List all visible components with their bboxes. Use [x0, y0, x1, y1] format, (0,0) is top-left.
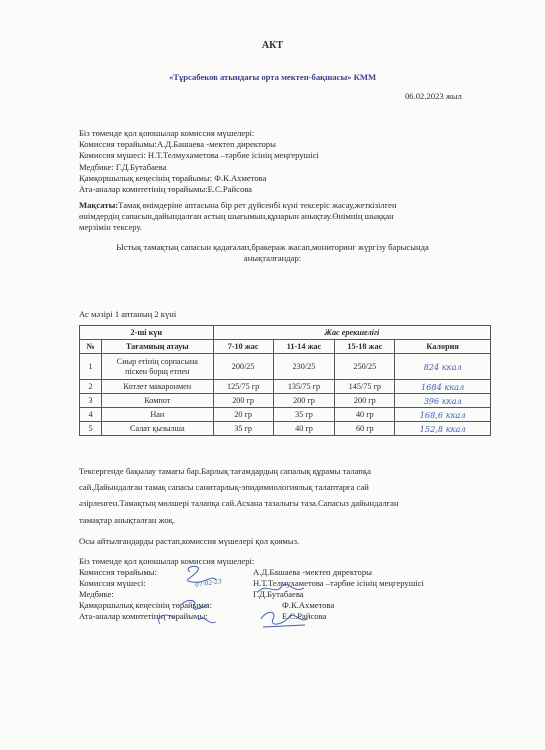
signature-name: Г.Д.Бутабаева — [253, 589, 304, 600]
handwritten-signatures — [150, 560, 240, 635]
age-features-header: Жас ерекшелігі — [213, 326, 490, 340]
commission-line: Ата-аналар комитетінің төрайымы:Е.С.Райсова — [79, 184, 252, 195]
portion-11-14: 35 гр — [273, 408, 335, 422]
signature-scribble — [261, 612, 307, 627]
purpose-text: өнімдердің сапасын,дайындалған астың шығымын,құнарын анықтау.Өнімнің шыққан — [79, 211, 394, 222]
table-row — [80, 408, 491, 422]
handwritten-signature — [252, 578, 312, 600]
dish-name: Нан — [101, 408, 213, 422]
col-header: Тағамның атауы — [101, 340, 213, 354]
dish-name-line: Сиыр етінің сорпасына — [116, 356, 198, 366]
findings-text: әзірленген.Тамақтың мөлшері талапқа сай.Асхана тазалығы таза.Сапасыз дайындалған — [79, 498, 399, 509]
findings-text: тамақтар анықталған жоқ. — [79, 514, 175, 525]
commission-block — [79, 128, 319, 195]
menu-label: Ас мәзірі 1 аптаның 2 күні — [79, 309, 177, 319]
portion-7-10: 35 гр — [213, 422, 273, 436]
calories: 152,8 ккал — [395, 422, 491, 436]
calories: 1684 ккал — [395, 380, 491, 394]
commission-line: Медбике: Г.Д.Бутабаева — [79, 161, 167, 172]
portion-7-10: 200/25 — [213, 354, 273, 380]
signature-role: Ата-аналар комитетінің төрайымы: — [79, 611, 208, 622]
table-row — [80, 422, 491, 436]
commission-line: Қамқоршылық кеңесінің төрайымы: Ф.К.Ахметова — [79, 172, 267, 183]
signature-scribble — [198, 618, 216, 623]
row-number: 5 — [80, 422, 102, 436]
signature-role: Қамқоршылық кеңесінің төрайымы: — [79, 600, 213, 611]
portion-7-10: 20 гр — [213, 408, 273, 422]
table-row — [80, 394, 491, 408]
handwritten-date: 07-02-23 — [194, 578, 223, 589]
portion-15-18: 250/25 — [335, 354, 395, 380]
purpose-label: Мақсаты: — [79, 200, 119, 210]
signature-name: Е.С.Райсова — [282, 611, 327, 622]
signature-name: Н.Т.Телмухаметова –тәрбие ісінің меңгерушісі — [253, 578, 424, 589]
signature-role: Медбике: — [79, 589, 114, 600]
dish-name: Салат қызылша — [101, 422, 213, 436]
col-header: 11-14 жас — [273, 340, 335, 354]
menu-table — [79, 325, 491, 436]
portion-15-18: 60 гр — [335, 422, 395, 436]
portion-15-18: 40 гр — [335, 408, 395, 422]
portion-15-18: 145/75 гр — [335, 380, 395, 394]
table-row — [80, 380, 491, 394]
signatures-intro: Біз төменде қол қоюшылар комиссия мүшелері: — [79, 556, 255, 566]
row-number: 1 — [80, 354, 102, 380]
handwritten-signature — [255, 605, 315, 635]
signature-name: Ф.К.Ахметова — [282, 600, 335, 611]
dish-name-line: піскен борщ етпен — [125, 366, 190, 376]
calories: 396 ккал — [395, 394, 491, 408]
signature-scribble — [258, 584, 304, 592]
document-date: 06.02.2023 жыл — [405, 91, 462, 101]
organization-name: «Тұрсабеков атындағы орта мектеп-бақшасы» КММ — [168, 72, 377, 82]
document-title: АКТ — [261, 40, 284, 51]
portion-7-10: 200 гр — [213, 394, 273, 408]
signature-role: Комиссия төрайымы: — [79, 567, 157, 578]
portion-11-14: 135/75 гр — [273, 380, 335, 394]
findings-text: сай.Дайындалған тамақ сапасы санитарлық-эпидимиологиялық талаптарға сай — [79, 482, 369, 493]
signature-role: Комиссия мүшесі: — [79, 578, 146, 589]
portion-11-14: 200 гр — [273, 394, 335, 408]
commission-line: Комиссия мүшесі: Н.Т.Телмухаметова –тәрбие ісінің меңгерушісі — [79, 150, 319, 161]
signature-name: А.Д.Башаева -мектеп директоры — [253, 567, 372, 578]
portion-11-14: 40 гр — [273, 422, 335, 436]
purpose-text: мерзімін тексеру. — [79, 222, 143, 233]
col-header: 7-10 жас — [213, 340, 273, 354]
row-number: 4 — [80, 408, 102, 422]
table-row — [80, 354, 491, 380]
col-header: Калория — [395, 340, 491, 354]
row-number: 3 — [80, 394, 102, 408]
signature-scribble — [182, 600, 208, 609]
findings-block — [79, 466, 399, 526]
commission-line: Комиссия төрайымы:А.Д.Башаева -мектеп директоры — [79, 139, 276, 150]
commission-intro: Біз төменде қол қоюшылар комиссия мүшелері: — [79, 128, 255, 138]
table-header-row — [80, 326, 491, 340]
monitoring-text: анықталғандар: — [243, 253, 302, 264]
conclusion-text: Осы айтылғандарды растап,комиссия мүшелері қол қоямыз. — [79, 536, 300, 546]
dish-name: Котлет макаронмен — [101, 380, 213, 394]
col-header: 15-18 жас — [335, 340, 395, 354]
signature-scribble — [159, 615, 174, 624]
dish-name: Компот — [101, 394, 213, 408]
portion-11-14: 230/25 — [273, 354, 335, 380]
col-header: № — [80, 340, 102, 354]
findings-text: Тексергенде бақылау тамағы бар.Барлық тағамдардың сапалық құрамы талапқа — [79, 466, 371, 476]
purpose-text: Тамақ өнімдеріне аптасына бір рет дүйсенбі күні тексеріс жасау,жеткізілген — [118, 200, 397, 210]
calories: 168,6 ккал — [395, 408, 491, 422]
monitoring-text: Ыстық тамақтың сапасын қадағалап,бракераж жасап,мониторинг жүргізу барысында — [116, 242, 429, 252]
monitoring-block — [0, 242, 545, 264]
purpose-block — [79, 200, 397, 234]
portion-7-10: 125/75 гр — [213, 380, 273, 394]
table-header-row — [80, 340, 491, 354]
calories: 824 ккал — [395, 354, 491, 380]
portion-15-18: 200 гр — [335, 394, 395, 408]
row-number: 2 — [80, 380, 102, 394]
day-header: 2-ші күн — [80, 326, 214, 340]
dish-name — [101, 354, 213, 380]
